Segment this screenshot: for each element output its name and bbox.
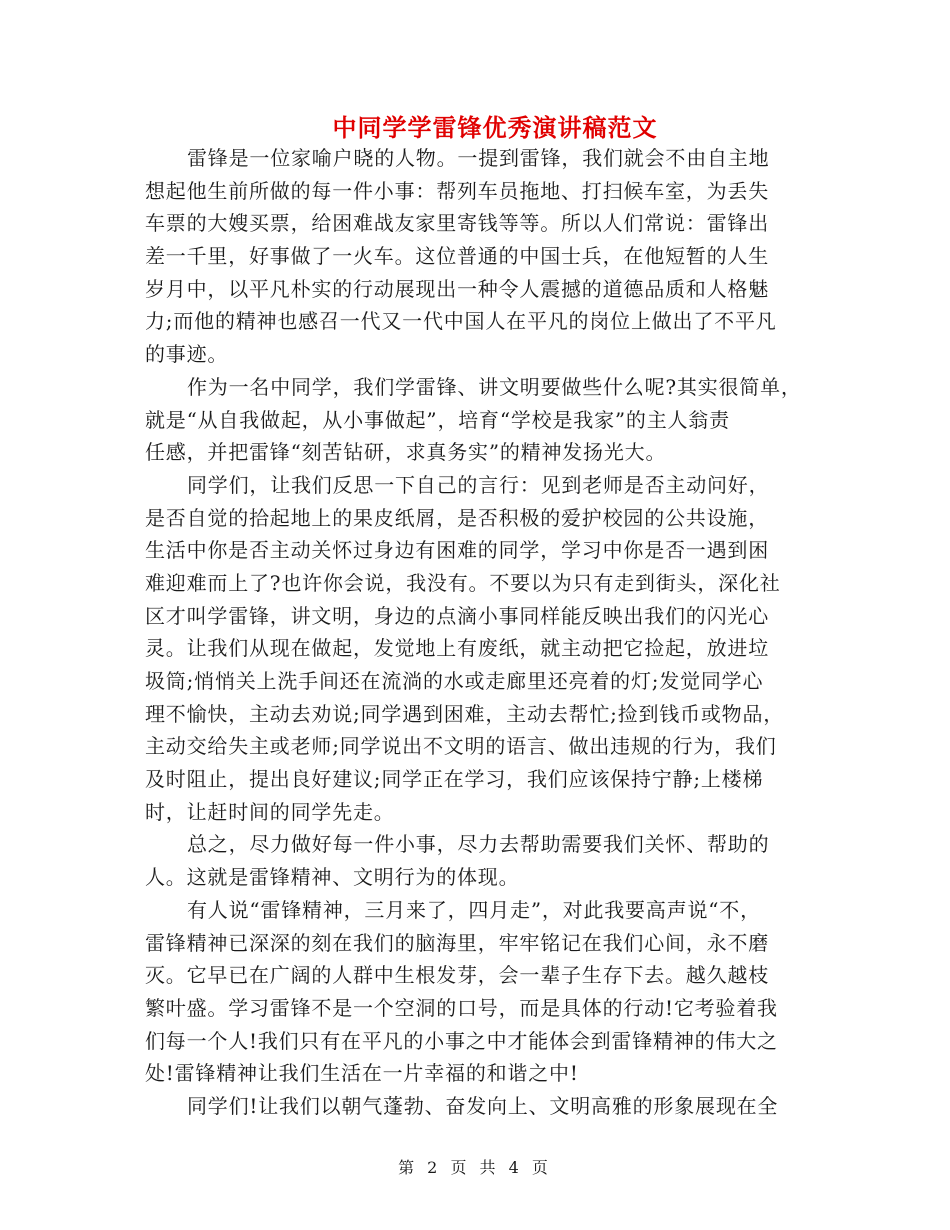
text-line: 及时阻止，提出良好建议;同学正在学习，我们应该保持宁静;上楼梯 [145, 767, 764, 792]
text-line: 生活中你是否主动关怀过身边有困难的同学，学习中你是否一遇到困 [145, 538, 769, 563]
text-line: 同学们!让我们以朝气蓬勃、奋发向上、文明高雅的形象展现在全 [187, 1093, 779, 1118]
text-line: 任感，并把雷锋“刻苦钻研，求真务实”的精神发扬光大。 [145, 440, 667, 465]
text-line: 难迎难而上了?也许你会说，我没有。不要以为只有走到街头，深化社 [145, 570, 781, 595]
text-line: 区才叫学雷锋，讲文明，身边的点滴小事同样能反映出我们的闪光心 [145, 603, 769, 628]
document-body [145, 142, 805, 1123]
document-title: 中同学学雷锋优秀演讲稿范文 [332, 114, 658, 142]
text-line: 差一千里，好事做了一火车。这位普通的中国士兵，在他短暂的人生 [145, 244, 769, 269]
text-line: 雷锋精神已深深的刻在我们的脑海里，牢牢铭记在我们心间，永不磨 [145, 930, 769, 955]
text-line: 雷锋是一位家喻户晓的人物。一提到雷锋，我们就会不由自主地 [187, 146, 770, 170]
text-line: 们每一个人!我们只有在平凡的小事之中才能体会到雷锋精神的伟大之 [145, 1028, 778, 1053]
text-line: 圾筒;悄悄关上洗手间还在流淌的水或走廊里还亮着的灯;发觉同学心 [145, 669, 764, 693]
text-line: 作为一名中同学，我们学雷锋、讲文明要做些什么呢?其实很简单， [187, 374, 802, 399]
text-line: 处!雷锋精神让我们生活在一片幸福的和谐之中! [145, 1061, 579, 1086]
text-line: 力;而他的精神也感召一代又一代中国人在平凡的岗位上做出了不平凡 [145, 309, 777, 334]
text-line: 人。这就是雷锋精神、文明行为的体现。 [145, 865, 520, 890]
text-line: 的事迹。 [145, 342, 229, 367]
text-line: 岁月中，以平凡朴实的行动展现出一种令人震撼的道德品质和人格魅 [145, 276, 769, 301]
text-line: 是否自觉的拾起地上的果皮纸屑，是否积极的爱护校园的公共设施， [145, 505, 769, 530]
text-line: 有人说“雷锋精神，三月来了，四月走”，对此我要高声说“不， [187, 897, 761, 922]
page-footer: 第 2 页 共 4 页 [398, 1158, 552, 1177]
text-line: 同学们，让我们反思一下自己的言行：见到老师是否主动问好， [187, 472, 770, 497]
text-line: 灵。让我们从现在做起，发觉地上有废纸，就主动把它捡起，放进垃 [145, 636, 769, 661]
text-line: 想起他生前所做的每一件小事：帮列车员拖地、打扫候车室，为丢失 [145, 178, 769, 203]
text-line: 时，让赶时间的同学先走。 [145, 799, 395, 824]
text-line: 繁叶盛。学习雷锋不是一个空洞的口号，而是具体的行动!它考验着我 [145, 995, 778, 1020]
text-line: 理不愉快，主动去劝说;同学遇到困难，主动去帮忙;捡到钱币或物品， [145, 701, 785, 726]
text-line: 主动交给失主或老师;同学说出不文明的语言、做出违规的行为，我们 [145, 734, 777, 759]
text-line: 灭。它早已在广阔的人群中生根发芽，会一辈子生存下去。越久越枝 [145, 963, 769, 988]
text-line: 就是“从自我做起，从小事做起”，培育“学校是我家”的主人翁责 [145, 407, 730, 432]
text-line: 总之，尽力做好每一件小事，尽力去帮助需要我们关怀、帮助的 [187, 832, 770, 857]
text-line: 车票的大嫂买票，给困难战友家里寄钱等等。所以人们常说：雷锋出 [145, 211, 769, 236]
